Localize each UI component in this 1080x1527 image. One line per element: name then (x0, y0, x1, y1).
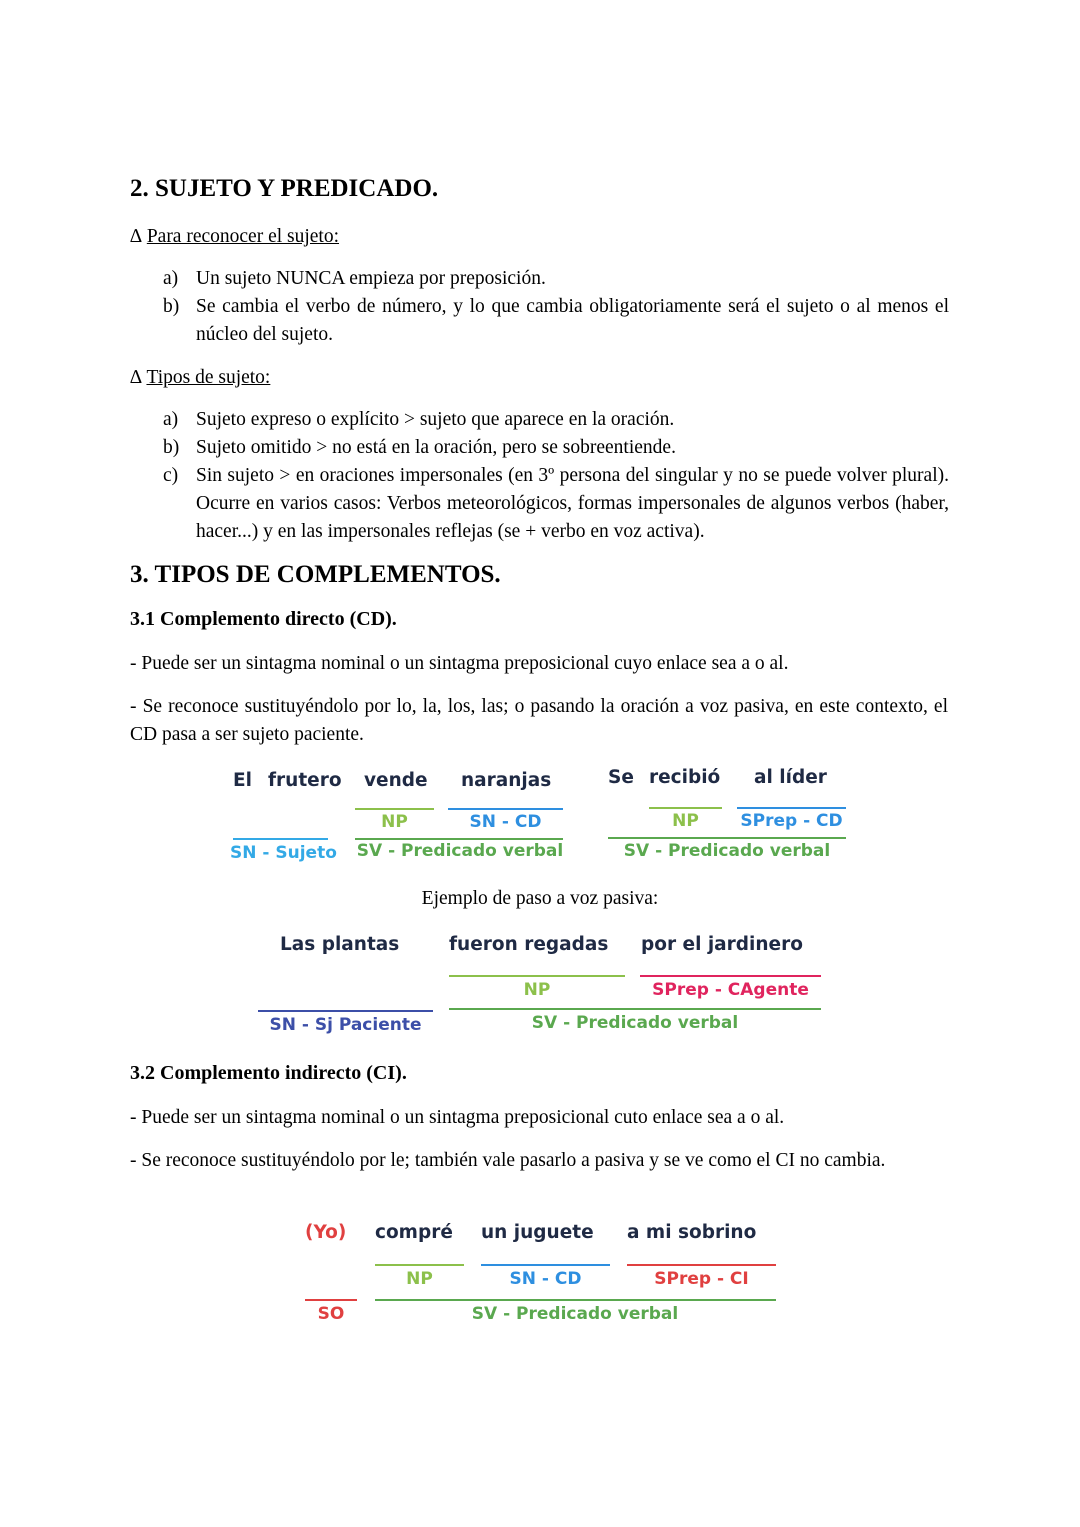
label-np: NP (381, 812, 408, 832)
underline (258, 1010, 433, 1012)
underline (608, 837, 846, 839)
word: al líder (754, 767, 827, 788)
word: compré (375, 1222, 453, 1243)
word: por el jardinero (641, 934, 803, 955)
label-sprep-cd: SPrep - CD (740, 811, 843, 831)
label-predicado: SV - Predicado verbal (471, 1304, 679, 1324)
underline (737, 807, 846, 809)
label-so: SO (317, 1304, 345, 1324)
word: El (233, 770, 252, 791)
underline (233, 838, 328, 840)
list-item: a) Un sujeto NUNCA empieza por preposición. (163, 268, 546, 289)
label-np: NP (672, 811, 699, 831)
label-np: NP (406, 1269, 433, 1289)
label-cagente: SPrep - CAgente (652, 980, 809, 1000)
label-predicado: SV - Predicado verbal (623, 841, 831, 861)
triangle-icon: ∆ (130, 367, 142, 388)
cd-title: 3.1 Complemento directo (CD). (130, 608, 397, 630)
list-item: b) Sujeto omitido > no está en la oración, pero se sobreentiende. (163, 437, 676, 458)
word: fueron regadas (449, 934, 609, 955)
underline (627, 1264, 776, 1266)
word: Se (608, 767, 634, 788)
word: frutero (268, 770, 342, 791)
section-3-title: 3. TIPOS DE COMPLEMENTOS. (130, 561, 501, 588)
underline (375, 1299, 776, 1301)
label-sn-cd: SN - CD (509, 1269, 582, 1289)
word: un juguete (481, 1222, 594, 1243)
underline (355, 808, 434, 810)
word: a mi sobrino (627, 1222, 757, 1243)
underline (355, 838, 563, 840)
word-omitted-subject: (Yo) (305, 1222, 347, 1243)
underline (449, 1008, 821, 1010)
recognize-heading: ∆ Para reconocer el sujeto: (130, 226, 340, 247)
underline (449, 975, 625, 977)
list-item: a) Sujeto expreso o explícito > sujeto que aparece en la oración. (163, 409, 675, 430)
word: recibió (649, 767, 721, 788)
word: naranjas (461, 770, 552, 791)
label-sj-paciente: SN - Sj Paciente (269, 1015, 422, 1035)
label-predicado: SV - Predicado verbal (356, 841, 564, 861)
underline (649, 807, 722, 809)
label-sn-cd: SN - CD (469, 812, 542, 832)
underline (481, 1264, 610, 1266)
word: Las plantas (280, 934, 400, 955)
passive-caption: Ejemplo de paso a voz pasiva: (421, 888, 659, 909)
underline (448, 808, 563, 810)
section-2-title: 2. SUJETO Y PREDICADO. (130, 175, 439, 202)
ci-paragraph-1: - Puede ser un sintagma nominal o un sintagma preposicional cuto enlace sea a o al. (130, 1107, 785, 1128)
ci-title: 3.2 Complemento indirecto (CI). (130, 1062, 407, 1084)
underline (375, 1264, 464, 1266)
list-item: b) Se cambia el verbo de número, y lo que cambia obligatoriamente será el sujeto o al menos el núcleo del sujeto. (163, 296, 949, 345)
list-item: c) Sin sujeto > en oraciones impersonales (en 3º persona del singular y no se puede volver plural). Ocurre en varios casos: Verbos meteorológicos, formas impersonales de algunos verbos (haber, hacer...) y en las impersonales reflejas (se + verbo en voz activa). (163, 465, 949, 542)
label-np: NP (523, 980, 551, 1000)
underline (640, 975, 821, 977)
label-sprep-ci: SPrep - CI (654, 1269, 749, 1289)
cd-paragraph-1: - Puede ser un sintagma nominal o un sintagma preposicional cuyo enlace sea a o al. (130, 653, 789, 674)
cd-paragraph-2: - Se reconoce sustituyéndolo por lo, la, los, las; o pasando la oración a voz pasiva, en este contexto, el CD pasa a ser sujeto paciente. (130, 696, 948, 745)
triangle-icon: ∆ (130, 226, 142, 247)
underline (305, 1299, 357, 1301)
ci-paragraph-2: - Se reconoce sustituyéndolo por le; también vale pasarlo a pasiva y se ve como el CI no cambia. (130, 1150, 886, 1171)
label-sujeto: SN - Sujeto (230, 843, 337, 863)
word: vende (364, 770, 428, 791)
types-heading: ∆ Tipos de sujeto: (130, 367, 271, 388)
label-predicado: SV - Predicado verbal (531, 1013, 739, 1033)
